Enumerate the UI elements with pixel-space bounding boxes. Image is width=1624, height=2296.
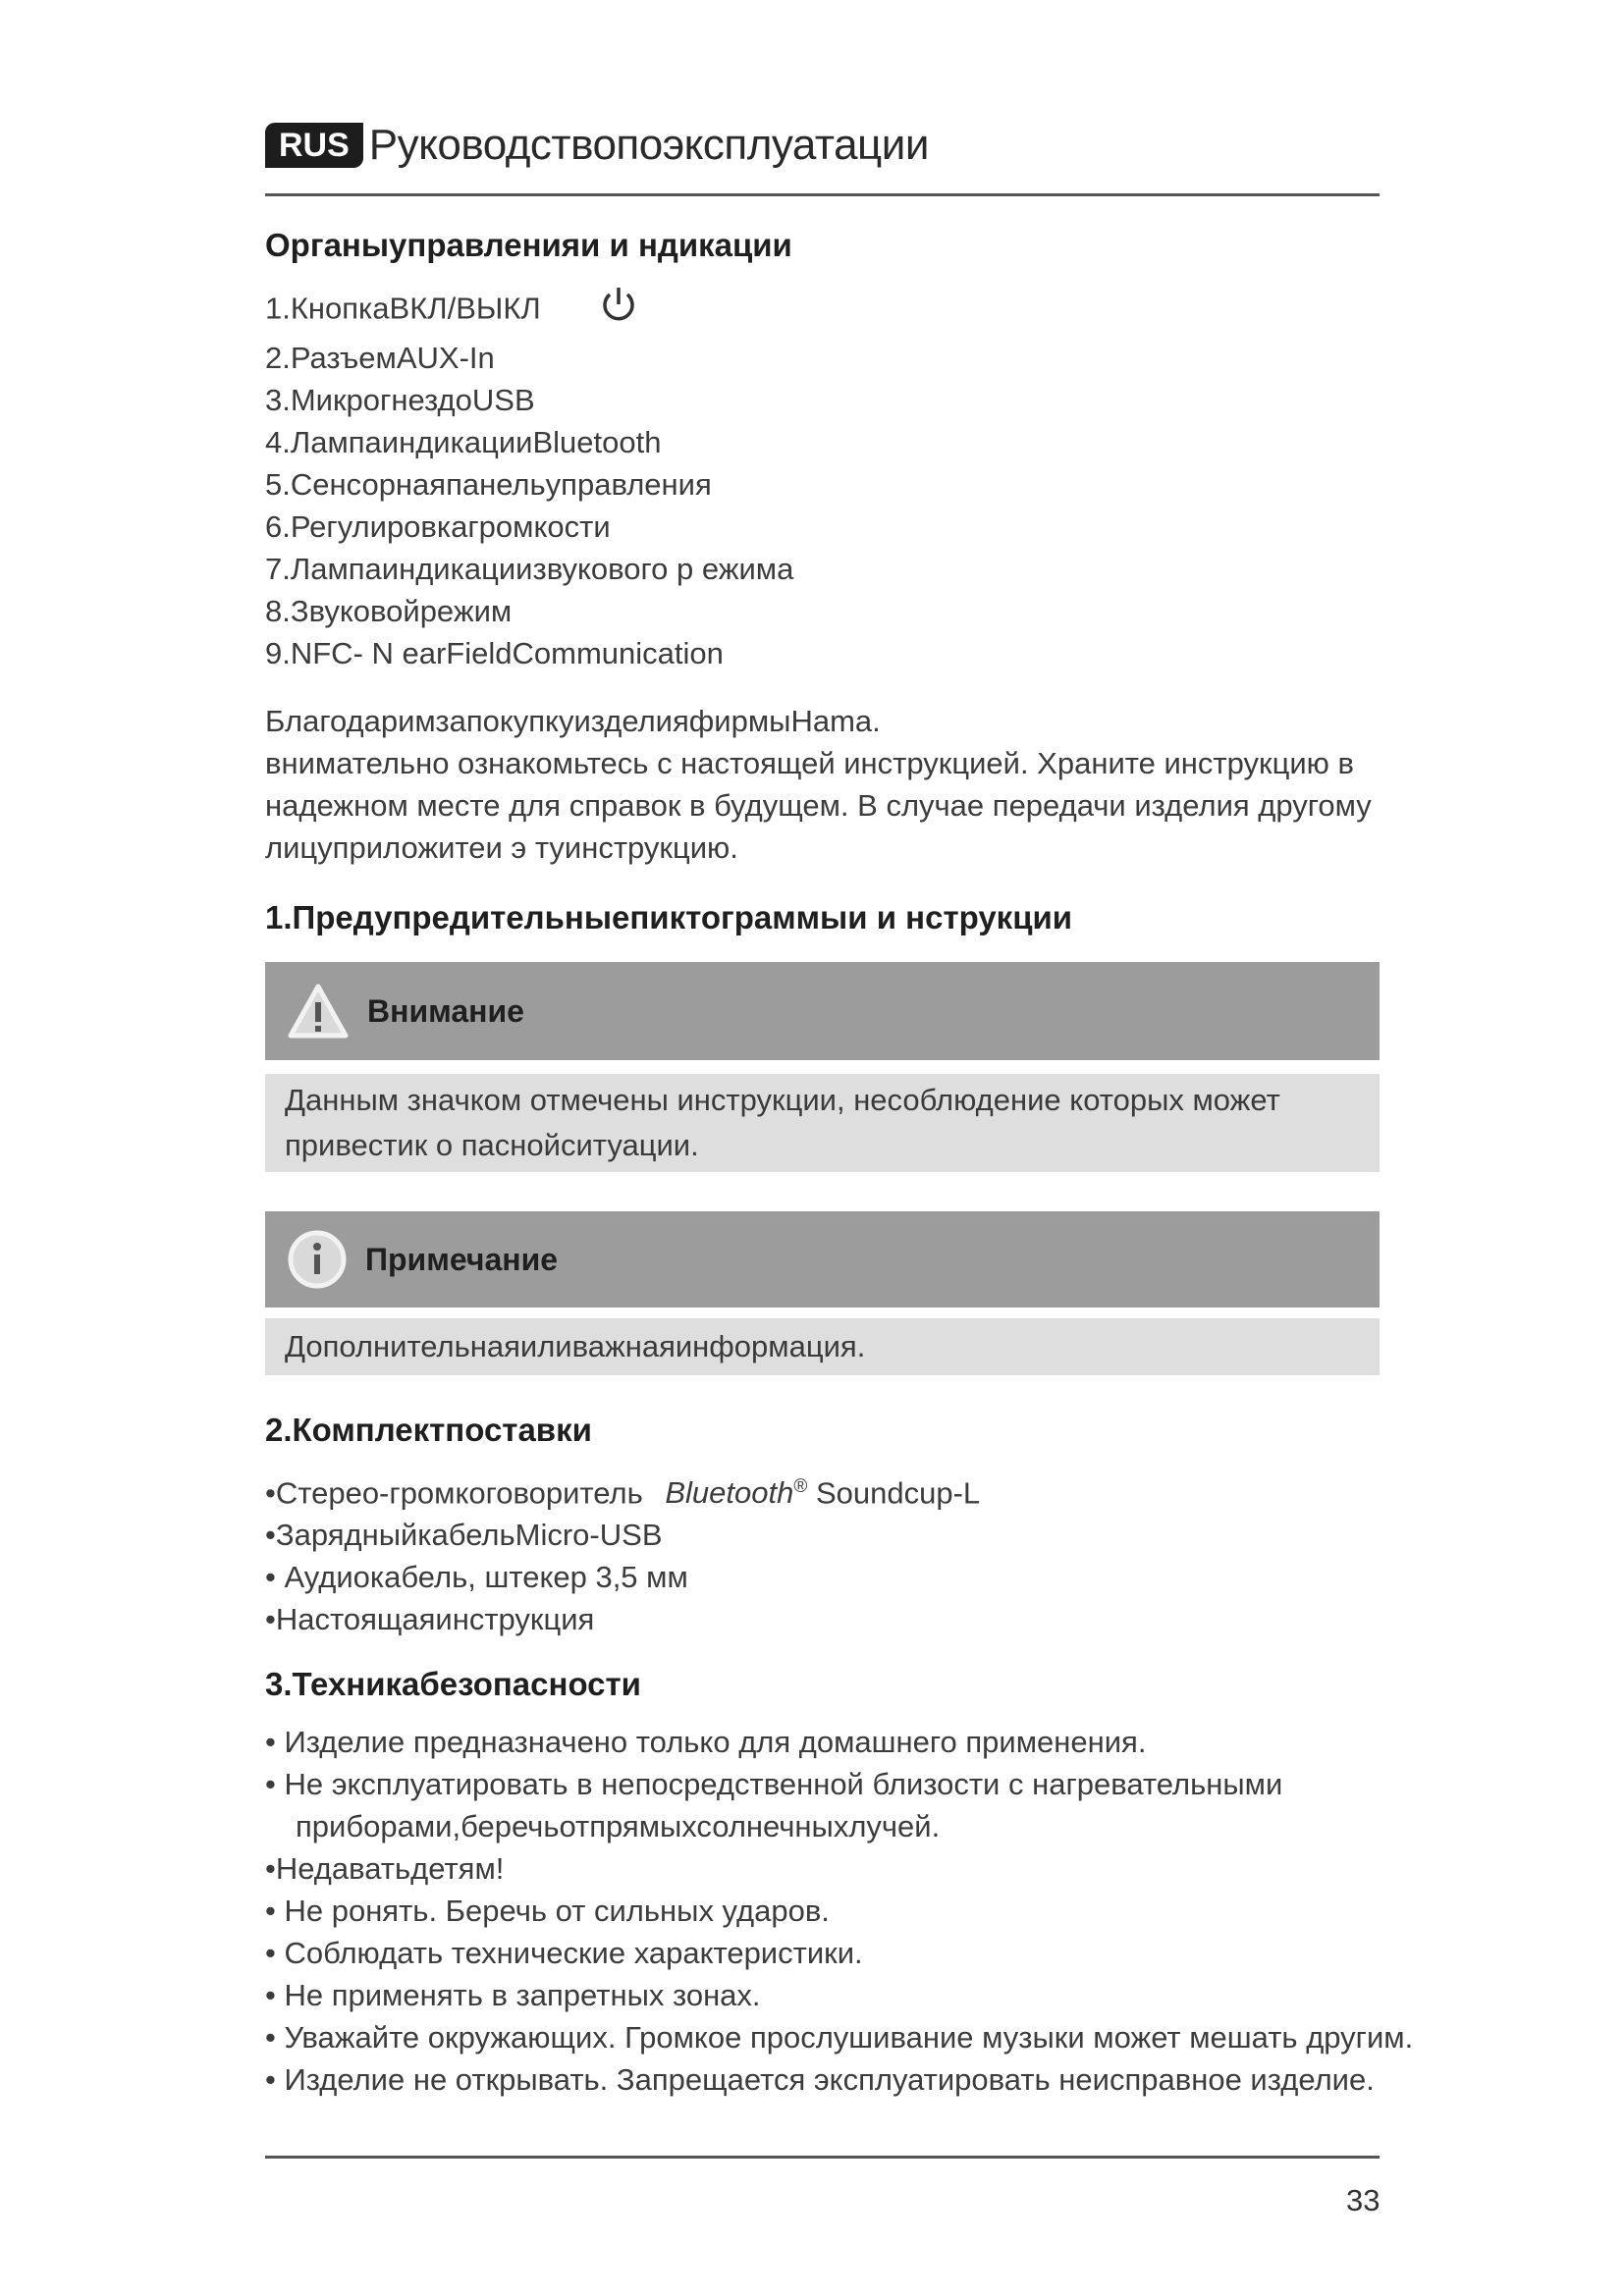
- list-item: • Не применять в запретных зонах.: [265, 1978, 761, 2012]
- warning-header: [265, 962, 1380, 1060]
- power-icon: [598, 285, 639, 337]
- footer-rule: [265, 2156, 1380, 2159]
- list-item: • Уважайте окружающих. Громкое прослушивание музыки может мешать другим.: [265, 2020, 1414, 2055]
- intro-line: надежном месте для справок в будущем. В случае передачи изделия другому: [265, 788, 1372, 823]
- list-item: 1.КнопкаВКЛ/ВЫКЛ: [265, 285, 793, 337]
- info-icon: [287, 1229, 348, 1290]
- page-title: Руководствопоэксплуатации: [368, 121, 929, 169]
- section2-heading: 2.Комплектпоставки: [265, 1412, 592, 1448]
- list-item: • Аудиокабель, штекер 3,5 мм: [265, 1560, 688, 1595]
- list-item: 5.Сенсорнаяпанельуправления: [265, 467, 712, 502]
- intro-paragraph: [265, 700, 1372, 869]
- section3-heading: 3.Техникабезопасности: [265, 1666, 641, 1702]
- note-header: [265, 1211, 1380, 1308]
- note-text: Дополнительнаяиливажнаяинформация.: [285, 1329, 866, 1363]
- intro-line: внимательно ознакомьтесь с настоящей инструкцией. Храните инструкцию в: [265, 746, 1354, 780]
- header-rule: [265, 193, 1380, 196]
- controls-list: [265, 285, 793, 674]
- list-item: 8.Звуковойрежим: [265, 594, 513, 628]
- note-body: [265, 1318, 1380, 1375]
- intro-line: лицуприложитеи э туинструкцию.: [265, 830, 738, 865]
- section1-heading: 1.Предупредительныепиктограммыи и нструкции: [265, 899, 1073, 935]
- list-item: 7.Лампаиндикациизвукового р ежима: [265, 552, 794, 586]
- warning-text: привестик о паснойситуации.: [285, 1128, 699, 1162]
- list-item: •Настоящаяинструкция: [265, 1602, 595, 1637]
- list-item: 9.NFC- N earFieldCommunication: [265, 636, 724, 670]
- list-item: • Не ронять. Беречь от сильных ударов.: [265, 1894, 830, 1928]
- warning-icon: [287, 983, 350, 1040]
- warning-label: Внимание: [367, 992, 524, 1029]
- warning-body: [265, 1074, 1380, 1172]
- controls-heading: Органыуправленияи и ндикации: [265, 227, 792, 263]
- note-label: Примечание: [365, 1241, 559, 1277]
- list-item: • Соблюдать технические характеристики.: [265, 1936, 863, 1970]
- page-number: 33: [1346, 2183, 1380, 2217]
- language-badge: RUS: [265, 123, 363, 168]
- list-item: 4.ЛампаиндикацииBluetooth: [265, 425, 662, 459]
- intro-line: БлагодаримзапокупкуизделияфирмыHama.: [265, 704, 881, 738]
- safety-list: [265, 1721, 1413, 2101]
- list-item: • Изделие не открывать. Запрещается эксплуатировать неисправное изделие.: [265, 2062, 1375, 2097]
- list-item: •Недаватьдетям!: [265, 1851, 505, 1886]
- package-list: [265, 1466, 980, 1640]
- list-item: 3.МикрогнездоUSB: [265, 383, 535, 417]
- list-item: • Изделие предназначено только для домашнего применения.: [265, 1725, 1147, 1759]
- list-item: 6.Регулировкагромкости: [265, 509, 611, 544]
- list-item: 2.РазъемAUX-In: [265, 341, 495, 375]
- list-item: приборами,беречьотпрямыхсолнечныхлучей.: [296, 1809, 941, 1843]
- page-header: [265, 118, 929, 173]
- warning-text: Данным значком отмечены инструкции, несоблюдение которых может: [285, 1083, 1280, 1117]
- list-item: • Не эксплуатировать в непосредственной близости с нагревательными: [265, 1767, 1283, 1801]
- list-item: •Стерео-громкоговоритель Bluetooth® Soundcup-L: [265, 1475, 981, 1511]
- list-item: •ЗарядныйкабельMicro-USB: [265, 1518, 663, 1553]
